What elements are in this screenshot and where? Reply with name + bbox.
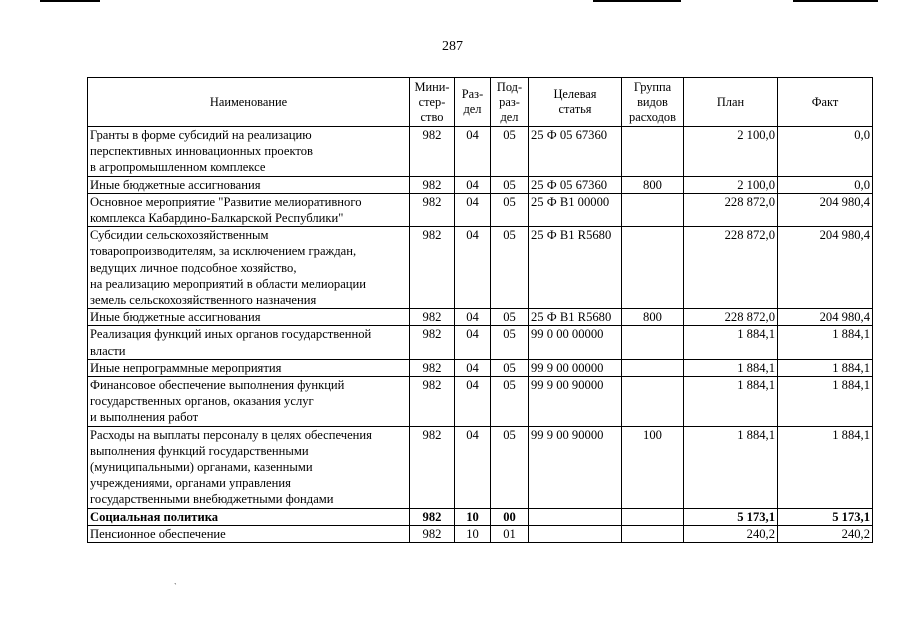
table-row [88,525,873,542]
cell-ministry: 982 [410,525,455,542]
cell-fact: 240,2 [778,525,873,542]
cell-section: 04 [455,176,491,193]
cell-target [529,508,622,525]
cell-plan: 1 884,1 [684,377,778,427]
cell-section: 04 [455,359,491,376]
top-rule-right [793,0,878,2]
header-name: Наименование [88,78,410,127]
cell-subsection: 00 [491,508,529,525]
cell-plan: 2 100,0 [684,127,778,177]
cell-fact: 0,0 [778,127,873,177]
cell-fact: 5 173,1 [778,508,873,525]
cell-name: Пенсионное обеспечение [88,525,410,542]
cell-target [529,525,622,542]
cell-target: 25 Ф В1 R5680 [529,227,622,309]
header-row [88,78,873,127]
top-rule-left [40,0,100,2]
table-row [88,359,873,376]
header-group: Группа видов расходов [622,78,684,127]
cell-plan: 2 100,0 [684,176,778,193]
cell-subsection: 05 [491,377,529,427]
cell-group [622,359,684,376]
cell-plan: 1 884,1 [684,359,778,376]
header-section: Раз- дел [455,78,491,127]
cell-section: 04 [455,227,491,309]
cell-plan: 5 173,1 [684,508,778,525]
top-rule-mid [593,0,681,2]
cell-name: Финансовое обеспечение выполнения функций государственных органов, оказания услуг и выполнения работ [88,377,410,427]
table-body [88,127,873,543]
cell-group: 100 [622,426,684,508]
header-subsection: Под- раз- дел [491,78,529,127]
cell-fact: 0,0 [778,176,873,193]
cell-fact: 204 980,4 [778,227,873,309]
cell-target: 25 Ф 05 67360 [529,127,622,177]
cell-name: Иные бюджетные ассигнования [88,309,410,326]
cell-plan: 228 872,0 [684,193,778,226]
header-fact: Факт [778,78,873,127]
table-row [88,227,873,309]
cell-plan: 228 872,0 [684,309,778,326]
table-row [88,508,873,525]
cell-subsection: 05 [491,127,529,177]
cell-subsection: 05 [491,426,529,508]
cell-plan: 240,2 [684,525,778,542]
cell-target: 99 0 00 00000 [529,326,622,359]
cell-fact: 1 884,1 [778,326,873,359]
cell-plan: 1 884,1 [684,426,778,508]
cell-plan: 228 872,0 [684,227,778,309]
cell-section: 04 [455,377,491,427]
cell-ministry: 982 [410,508,455,525]
budget-table [87,77,873,543]
table-row [88,326,873,359]
cell-section: 04 [455,309,491,326]
table-row [88,127,873,177]
cell-section: 04 [455,193,491,226]
cell-fact: 204 980,4 [778,193,873,226]
cell-group [622,508,684,525]
cell-subsection: 05 [491,227,529,309]
cell-name: Реализация функций иных органов государственной власти [88,326,410,359]
header-plan: План [684,78,778,127]
cell-group [622,193,684,226]
cell-ministry: 982 [410,359,455,376]
cell-fact: 204 980,4 [778,309,873,326]
cell-name: Основное мероприятие "Развитие мелиоративного комплекса Кабардино-Балкарской Республики" [88,193,410,226]
cell-target: 25 Ф В1 R5680 [529,309,622,326]
cell-ministry: 982 [410,309,455,326]
cell-fact: 1 884,1 [778,359,873,376]
cell-section: 10 [455,525,491,542]
cell-group [622,227,684,309]
cell-group [622,377,684,427]
table-row [88,309,873,326]
cell-group: 800 [622,309,684,326]
page-number: 287 [442,39,463,54]
cell-name: Иные бюджетные ассигнования [88,176,410,193]
cell-plan: 1 884,1 [684,326,778,359]
cell-group [622,127,684,177]
cell-ministry: 982 [410,326,455,359]
cell-section: 10 [455,508,491,525]
cell-subsection: 05 [491,326,529,359]
cell-target: 99 9 00 90000 [529,426,622,508]
table-row [88,426,873,508]
cell-ministry: 982 [410,227,455,309]
cell-target: 25 Ф В1 00000 [529,193,622,226]
cell-subsection: 05 [491,359,529,376]
cell-ministry: 982 [410,426,455,508]
stray-mark: ` [174,582,177,591]
cell-ministry: 982 [410,127,455,177]
table-row [88,176,873,193]
cell-name: Иные непрограммные мероприятия [88,359,410,376]
header-target: Целевая статья [529,78,622,127]
cell-group: 800 [622,176,684,193]
cell-target: 99 9 00 90000 [529,377,622,427]
cell-section: 04 [455,127,491,177]
cell-target: 25 Ф 05 67360 [529,176,622,193]
cell-ministry: 982 [410,176,455,193]
cell-ministry: 982 [410,193,455,226]
cell-name: Субсидии сельскохозяйственным товаропроизводителям, за исключением граждан, ведущих личное подсобное хозяйство, на реализацию мероприятий в области мелиорации земель сельскохозяйственного назначения [88,227,410,309]
cell-group [622,326,684,359]
cell-name: Социальная политика [88,508,410,525]
cell-subsection: 05 [491,309,529,326]
cell-name: Расходы на выплаты персоналу в целях обеспечения выполнения функций государственными (муниципальными) органами, казенными учреждениями, органами управления государственными внебюджетными фондами [88,426,410,508]
cell-section: 04 [455,326,491,359]
table-row [88,193,873,226]
cell-group [622,525,684,542]
cell-subsection: 05 [491,193,529,226]
cell-fact: 1 884,1 [778,426,873,508]
table-row [88,377,873,427]
cell-subsection: 05 [491,176,529,193]
cell-subsection: 01 [491,525,529,542]
cell-ministry: 982 [410,377,455,427]
cell-target: 99 9 00 00000 [529,359,622,376]
cell-section: 04 [455,426,491,508]
header-ministry: Мини- стер- ство [410,78,455,127]
cell-fact: 1 884,1 [778,377,873,427]
cell-name: Гранты в форме субсидий на реализацию перспективных инновационных проектов в агропромышленном комплексе [88,127,410,177]
